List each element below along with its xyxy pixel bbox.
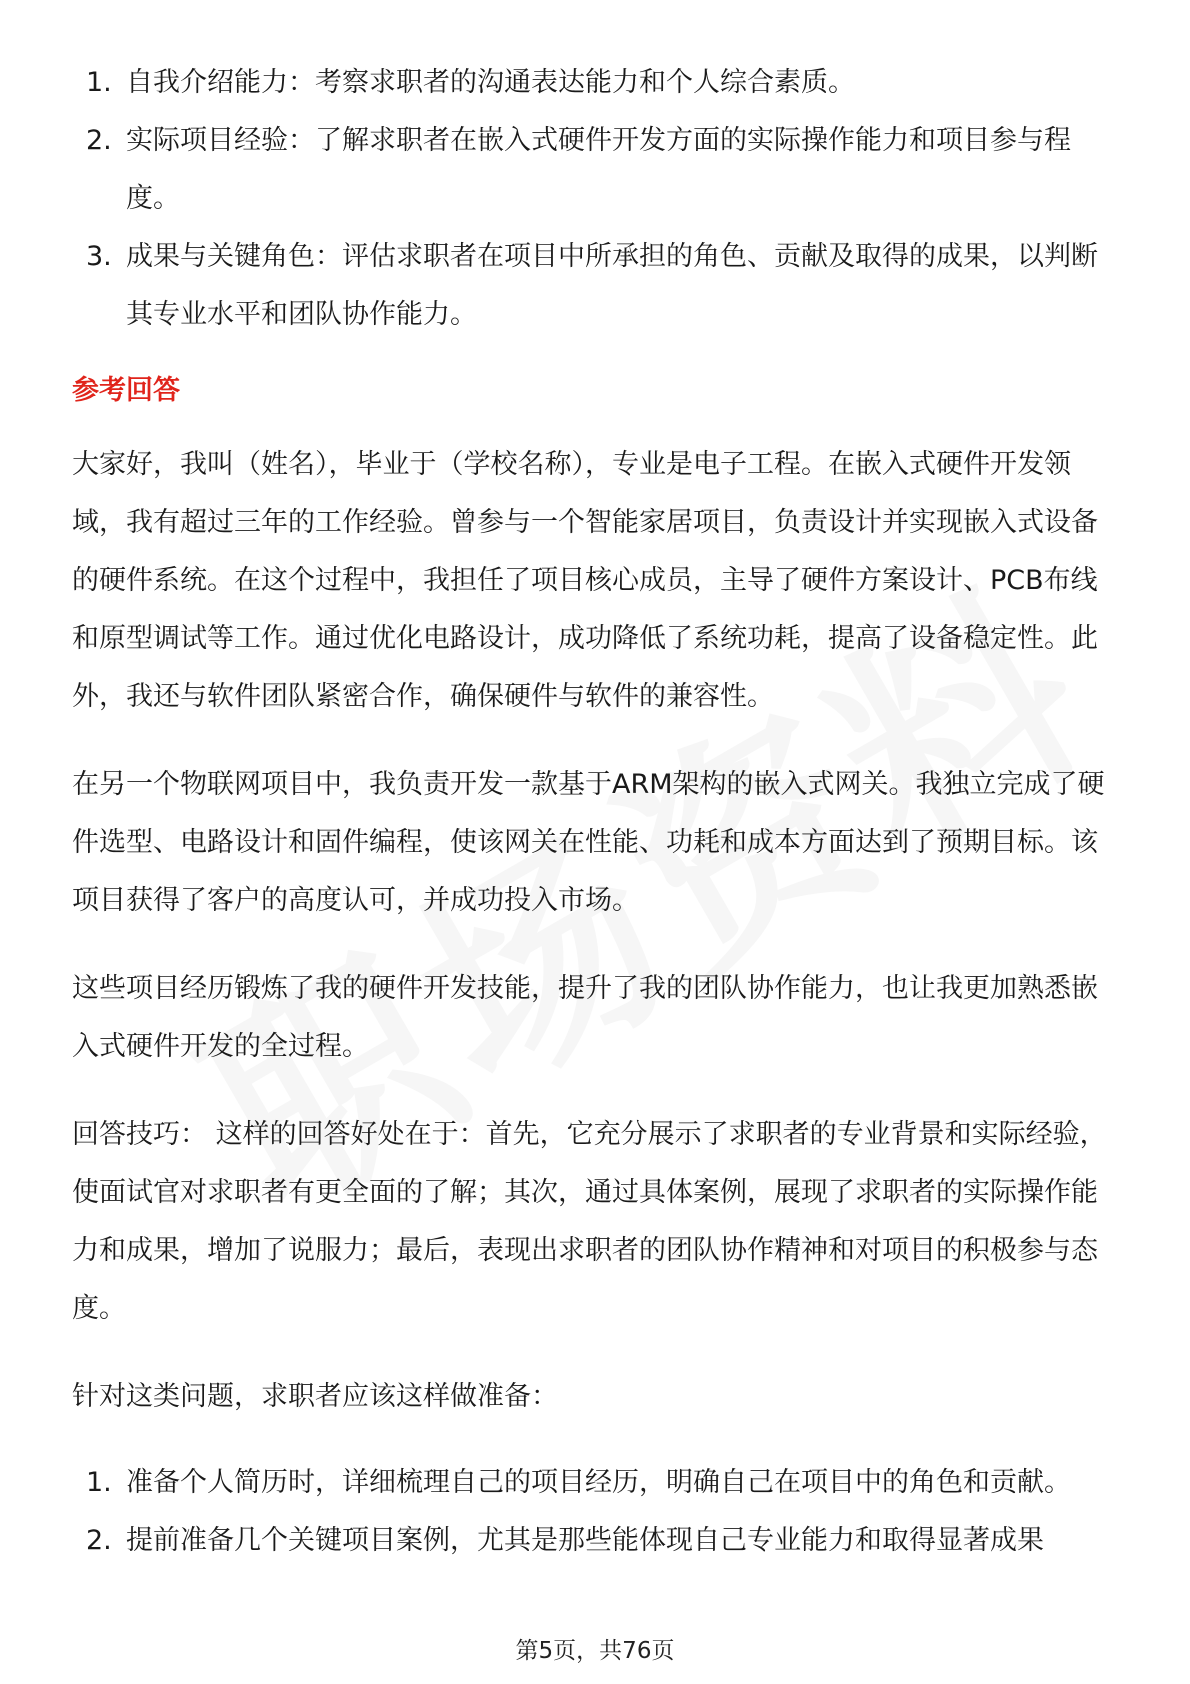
page-footer: 第5页，共76页 [515,1638,675,1664]
list-item-text: 准备个人简历时，详细梳理自己的项目经历，明确自己在项目中的角色和贡献。 [126,1467,1071,1498]
list-item-text: 提前准备几个关键项目案例，尤其是那些能体现自己专业能力和取得显著成果 [126,1525,1044,1556]
list-item-number: 1. [86,1467,112,1498]
list-item-number: 2. [86,125,112,156]
list-item-number: 1. [86,67,112,98]
answer-paragraph: 大家好，我叫（姓名），毕业于（学校名称），专业是电子工程。在嵌入式硬件开发领域，我有超过三年的工作经验。曾参与一个智能家居项目，负责设计并实现嵌入式设备的硬件系统。在这个过程中，我担任了项目核心成员，主导了硬件方案设计、PCB布线和原型调试等工作。通过优化电路设计，成功降低了系统功耗，提高了设备稳定性。此外，我还与软件团队紧密合作，确保硬件与软件的兼容性。 [72,449,1098,712]
list-item-number: 3. [86,241,112,272]
list-item [72,1454,1122,1512]
list-item [72,112,1122,228]
evaluation-points-list [72,54,1122,344]
section-heading: 参考回答 [72,375,180,406]
list-item-text: 成果与关键角色：评估求职者在项目中所承担的角色、贡献及取得的成果，以判断其专业水平和团队协作能力。 [126,241,1098,330]
page-content [72,54,1122,1570]
preparation-list [72,1454,1122,1570]
list-item-number: 2. [86,1525,112,1556]
answer-paragraph: 在另一个物联网项目中，我负责开发一款基于ARM架构的嵌入式网关。我独立完成了硬件选型、电路设计和固件编程，使该网关在性能、功耗和成本方面达到了预期目标。该项目获得了客户的高度认可，并成功投入市场。 [72,769,1105,916]
tips-paragraph: 回答技巧： 这样的回答好处在于：首先，它充分展示了求职者的专业背景和实际经验，使面试官对求职者有更全面的了解；其次，通过具体案例，展现了求职者的实际操作能力和成果，增加了说服力；最后，表现出求职者的团队协作精神和对项目的积极参与态度。 [72,1119,1107,1324]
list-item [72,228,1122,344]
list-item-text: 实际项目经验：了解求职者在嵌入式硬件开发方面的实际操作能力和项目参与程度。 [126,125,1071,214]
list-item-text: 自我介绍能力：考察求职者的沟通表达能力和个人综合素质。 [126,67,855,98]
preparation-intro: 针对这类问题，求职者应该这样做准备： [72,1381,558,1412]
answer-paragraph: 这些项目经历锻炼了我的硬件开发技能，提升了我的团队协作能力，也让我更加熟悉嵌入式硬件开发的全过程。 [72,973,1098,1062]
list-item [72,1512,1122,1570]
list-item [72,54,1122,112]
